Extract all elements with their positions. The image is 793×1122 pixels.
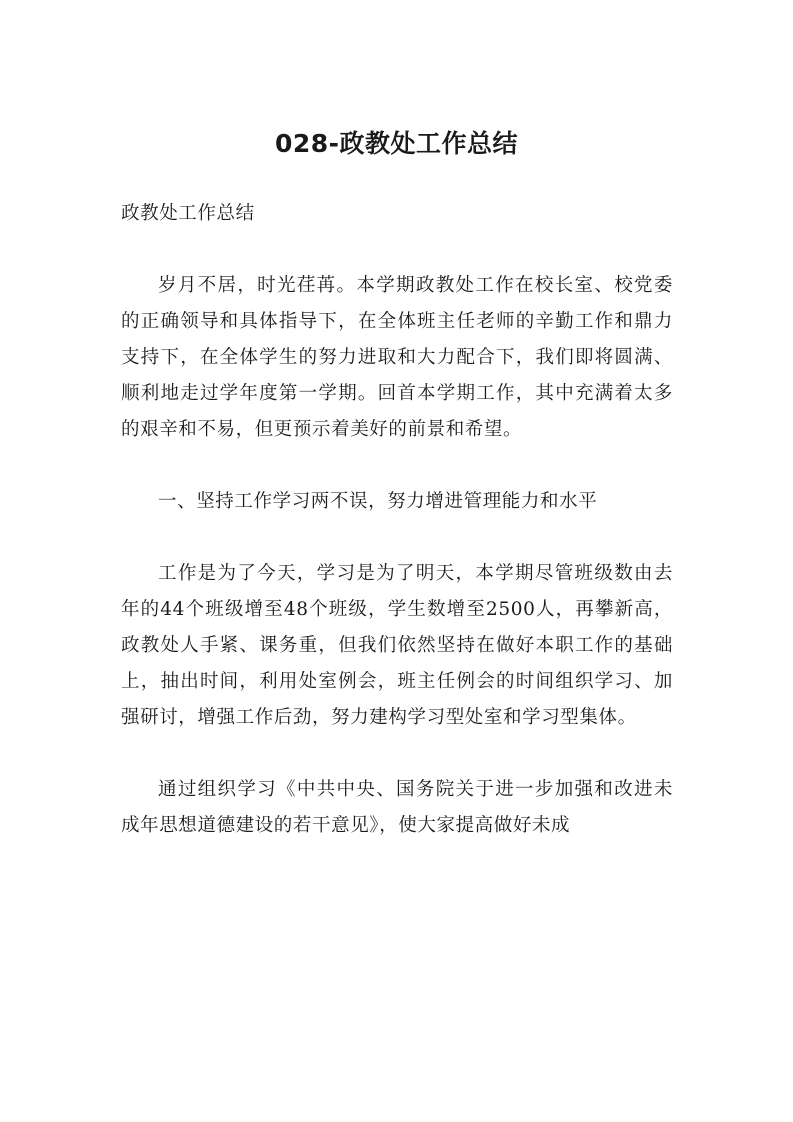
- section-heading: 一、坚持工作学习两不误，努力增进管理能力和水平: [158, 491, 598, 512]
- paragraph-gap: [121, 736, 673, 772]
- document-body: [121, 196, 673, 844]
- body-paragraph: 通过组织学习《中共中央、国务院关于进一步加强和改进未成年思想道德建设的若干意见》，使大家提高做好未成: [121, 779, 673, 836]
- intro-paragraph: 岁月不居，时光荏苒。本学期政教处工作在校长室、校党委的正确领导和具体指导下，在全体班主任老师的辛勤工作和鼎力支持下，在全体学生的努力进取和大力配合下，我们即将圆满、顺利地走过学年度第一学期。回首本学期工作，其中充满着太多的艰辛和不易，但更预示着美好的前景和希望。: [121, 275, 673, 440]
- paragraph-gap: [121, 520, 673, 556]
- paragraph-gap: [121, 232, 673, 268]
- document-subtitle: 政教处工作总结: [121, 203, 255, 224]
- body-paragraph: 工作是为了今天，学习是为了明天，本学期尽管班级数由去年的44个班级增至48个班级，学生数增至2500人，再攀新高，政教处人手紧、课务重，但我们依然坚持在做好本职工作的基础上，抽出时间，利用处室例会，班主任例会的时间组织学习、加强研讨，增强工作后劲，努力建构学习型处室和学习型集体。: [121, 563, 673, 728]
- paragraph-gap: [121, 448, 673, 484]
- document-title: 028-政教处工作总结: [274, 129, 519, 158]
